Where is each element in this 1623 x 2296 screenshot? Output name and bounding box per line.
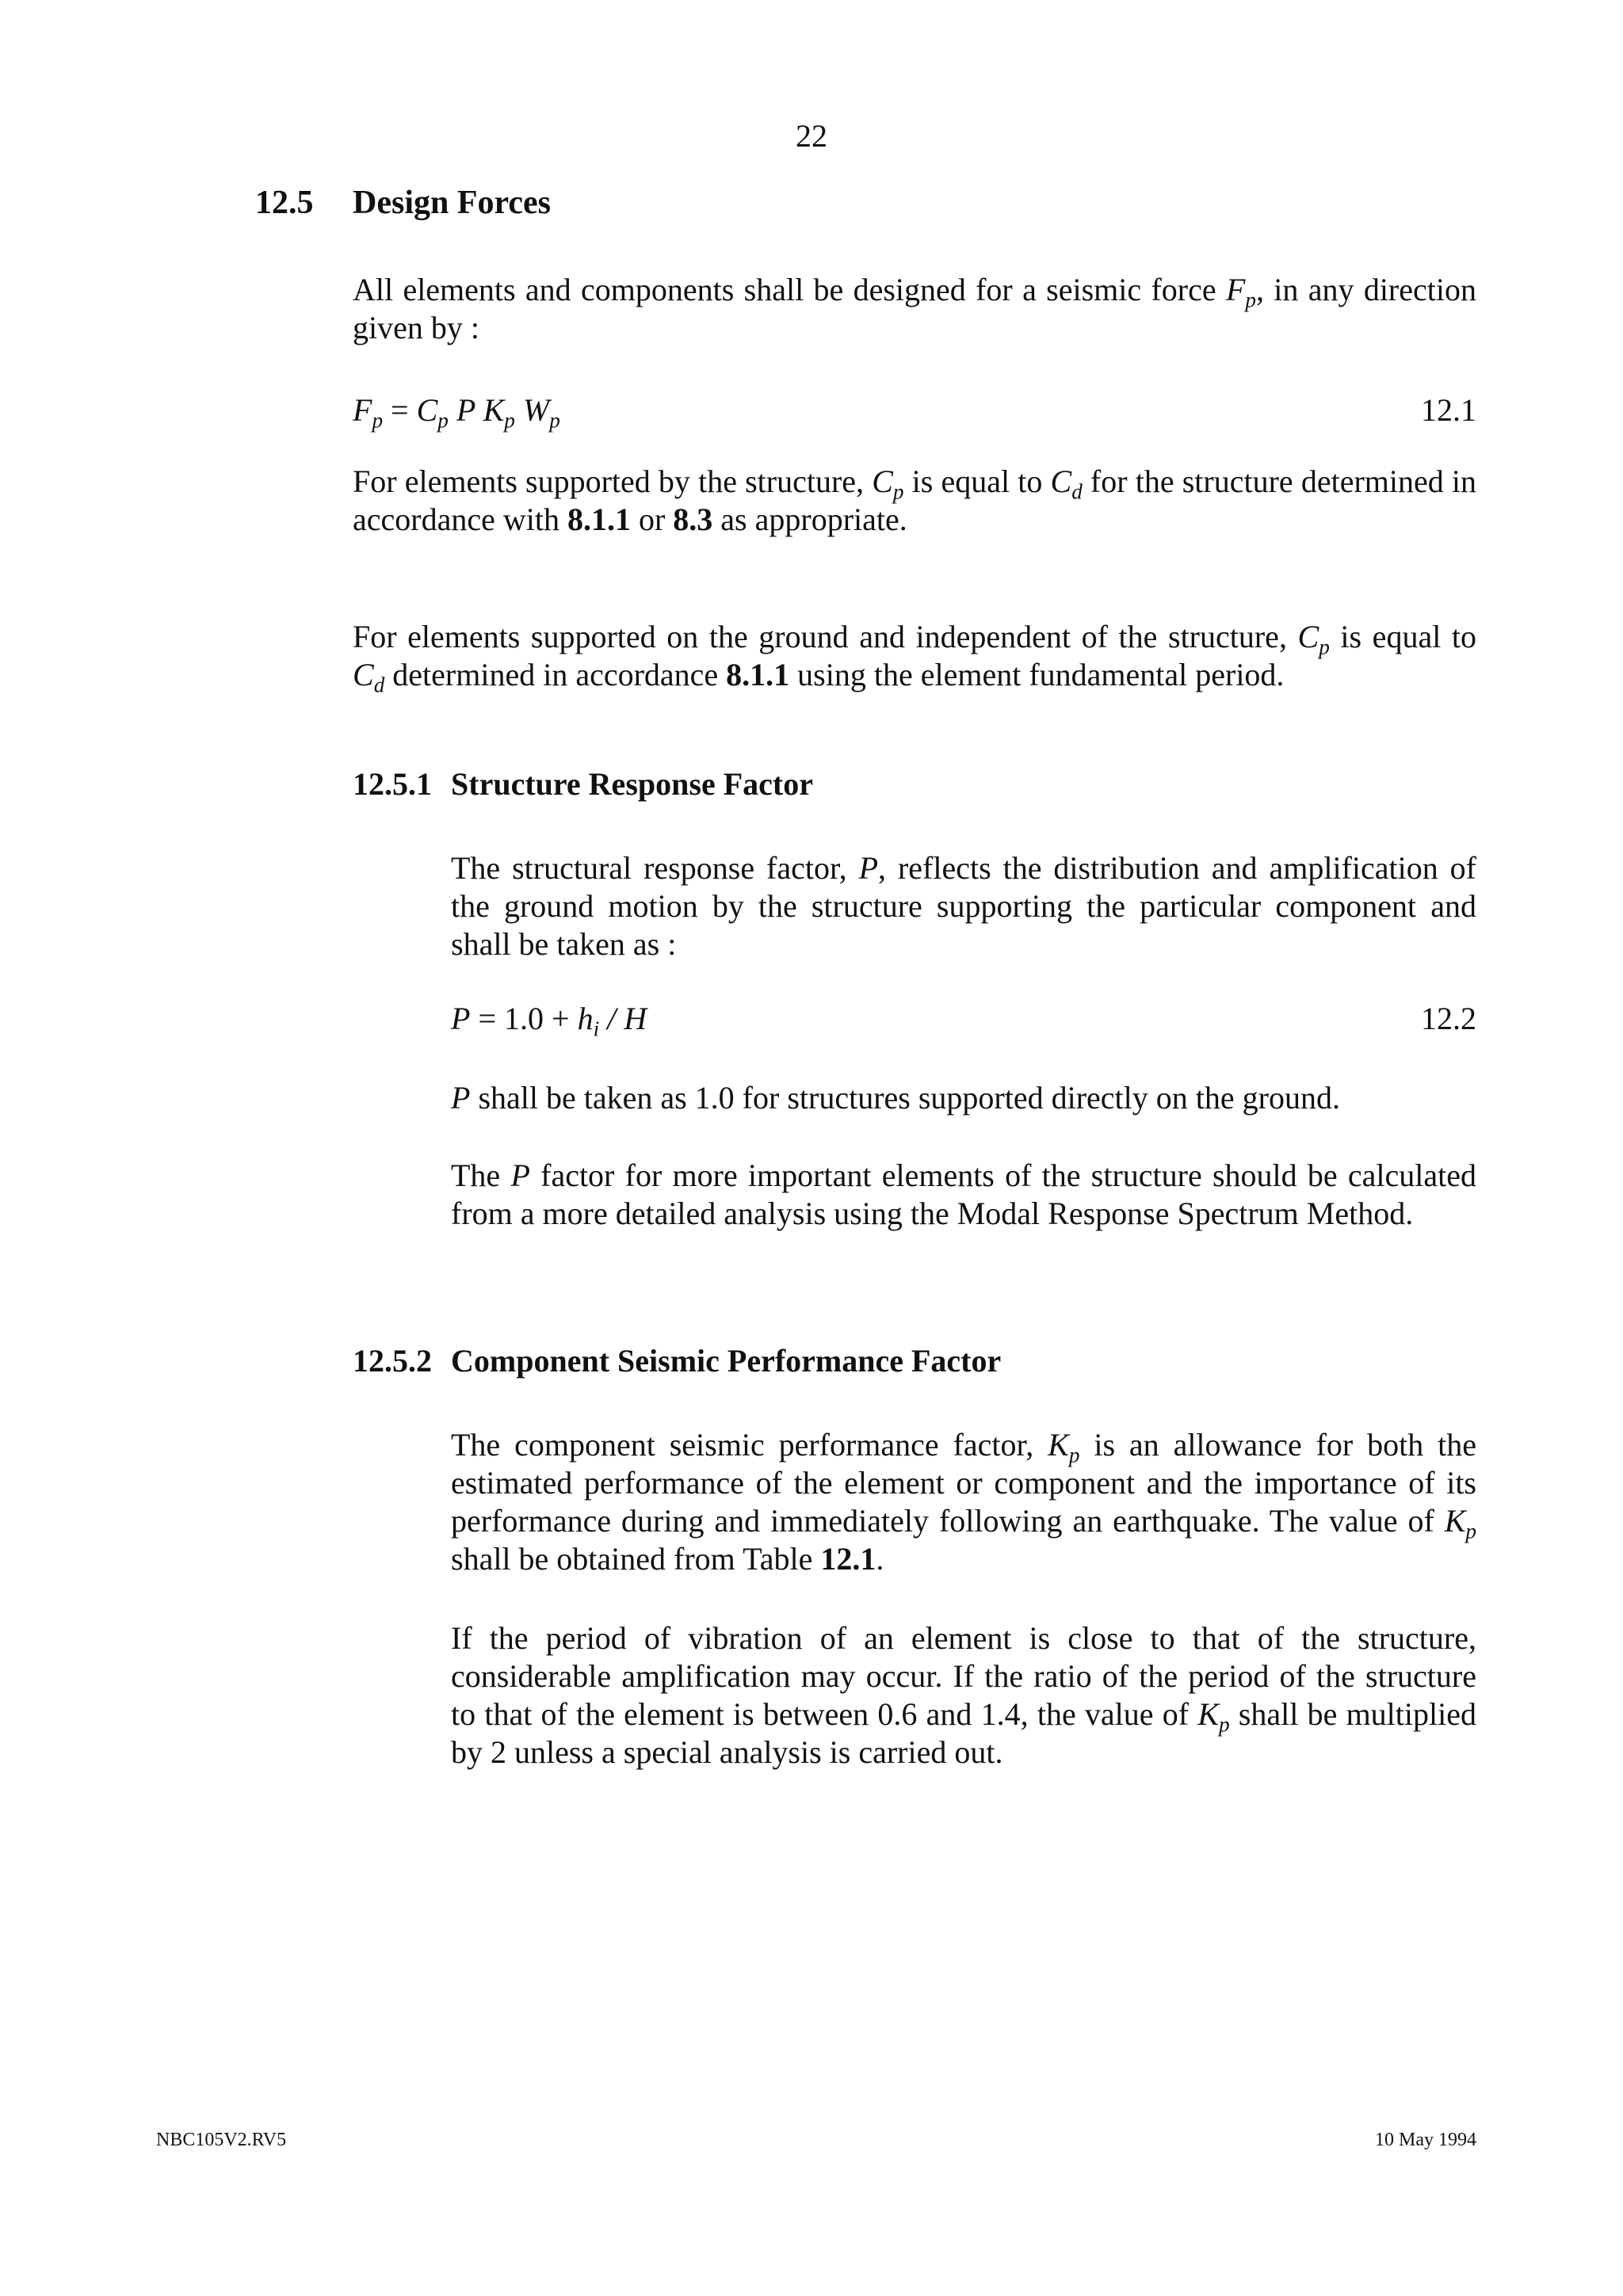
paragraph-amplification: If the period of vibration of an element is close to that of the structure, considerable amplification may occur. If the ratio of the period of the structure to that of the element is between 0.6 and 1.4, the value of $K_p$ shall be multiplied by 2 unless a special analysis is carried out.: [451, 1620, 1477, 1770]
equation-expression: $F_p = C_p$ P $K_p$ $W_p$: [353, 392, 560, 433]
paragraph-performance-factor: The component seismic performance factor, $K_p$ is an allowance for both the estimated performance of the element or component and the importance of its performance during and immediately following an earthquake. The value of $K_p$ shall be obtained from Table 12.1.: [451, 1427, 1477, 1577]
equation-number: 12.1: [1421, 392, 1476, 428]
subsection-heading-12-5-2: 12.5.2 Component Seismic Performance Factor: [353, 1343, 1002, 1379]
equation-12-2: [451, 1000, 1476, 1041]
footer-date: 10 May 1994: [1375, 2130, 1476, 2150]
page-number: 22: [796, 118, 827, 154]
section-number: 12.5: [255, 185, 314, 221]
section-title: Design Forces: [353, 185, 552, 221]
equation-12-1: [353, 391, 1476, 433]
equation-number: 12.2: [1421, 1001, 1476, 1036]
intro-paragraph: All elements and components shall be designed for a seismic force $F_p$, in any direction given by :: [353, 272, 1476, 345]
section-heading: [255, 184, 551, 222]
paragraph-supported-on-ground: For elements supported on the ground and independent of the structure, $C_p$ is equal to $C_d$ determined in accordance 8.1.1 using the element fundamental period.: [353, 619, 1477, 697]
paragraph-p-ground: P shall be taken as 1.0 for structures supported directly on the ground.: [451, 1080, 1340, 1116]
paragraph-p-important: The P factor for more important elements of the structure should be calculated from a more detailed analysis using the Modal Response Spectrum Method.: [451, 1158, 1476, 1231]
subsection-heading-12-5-1: 12.5.1 Structure Response Factor: [353, 766, 813, 802]
paragraph-supported-by-structure: For elements supported by the structure, $C_p$ is equal to $C_d$ for the structure determined in accordance with 8.1.1 or 8.3 as appropriate.: [353, 463, 1477, 537]
paragraph-response-factor: The structural response factor, P, reflects the distribution and amplification of the ground motion by the structure supporting the particular component and shall be taken as :: [451, 850, 1476, 962]
footer-document-id: NBC105V2.RV5: [156, 2130, 287, 2150]
equation-expression: $P = 1.0 + h_i / H$: [451, 1001, 647, 1041]
